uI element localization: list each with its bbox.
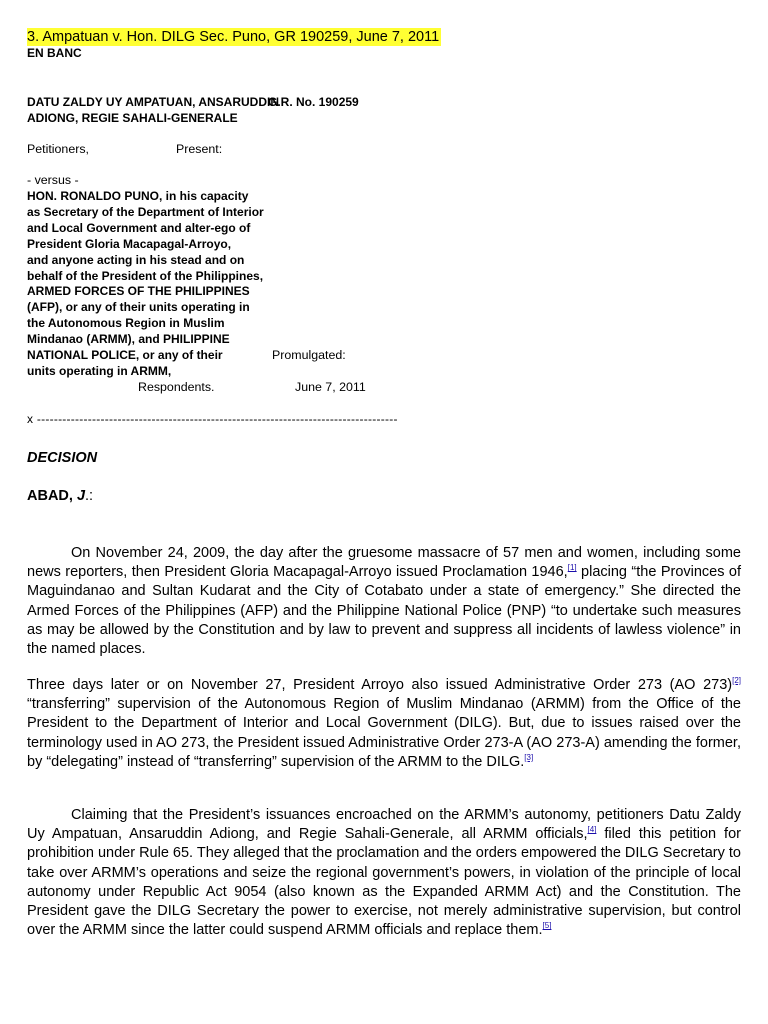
petitioners-label: Petitioners, [27,142,89,156]
ponente-tail: .: [85,488,94,504]
ponente [27,488,93,504]
footnote-link-5[interactable]: [5] [542,921,552,931]
ponente-name: ABAD, [27,488,73,504]
respondent-line: behalf of the President of the Philippines, [27,269,264,283]
separator-line: x ------------------------------------------------------------------------------------- [27,412,398,426]
case-title: 3. Ampatuan v. Hon. DILG Sec. Puno, GR 190259, June 7, 2011 [27,29,440,45]
respondent-line: units operating in ARMM, [27,364,172,378]
paragraph-1-text-a: On November 24, 2009, the day after the gruesome massacre of 57 men and women, including some news reporters, then President Gloria Macapagal-Arroyo issued Proclamation 1946, [27,545,741,581]
paragraph-3-text-a: Claiming that the President’s issuances encroached on the ARMM’s autonomy, petitioners Datu Zaldy Uy Ampatuan, Ansaruddin Adiong, and Regie Sahali-Generale, all ARMM officials, [27,807,741,843]
court-division: EN BANC [27,46,82,60]
gr-number: G.R. No. 190259 [268,95,359,109]
paragraph-3-text-b: filed this petition for prohibition under Rule 65. They alleged that the proclamation and the orders empowered the DILG Secretary to take over ARMM’s operations and seize the regional government’s powers, in violation of the principle of local autonomy under Republic Act 9054 (also known as the Expanded ARMM Act) and the Constitution. The President gave the DILG Secretary the power to exercise, not merely administrative supervision, but control over the ARMM since the latter could suspend ARMM officials and replace them. [27,826,741,939]
respondent-line: ARMED FORCES OF THE PHILIPPINES [27,284,250,298]
respondents-label: Respondents. [138,380,215,394]
present-label: Present: [176,142,223,156]
petitioners-names: DATU ZALDY UY AMPATUAN, ANSARUDDIN ADIONG, REGIE SAHALI-GENERALE [27,95,279,125]
respondent-line: NATIONAL POLICE, or any of their [27,348,223,362]
footnote-link-2[interactable]: [2] [732,676,741,685]
paragraph-1-text-b: placing “the Provinces of Maguindanao and Sultan Kudarat and the City of Cotabato under a state of emergency.” She directed the Armed Forces of the Philippines (AFP) and the Philippine National Police (PNP) “to undertake such measures as may be allowed by the Constitution and by law to prevent and suppress all incidents of lawless violence” in the named places. [27,564,741,658]
respondent-line: (AFP), or any of their units operating in [27,300,250,314]
respondent-line: HON. RONALDO PUNO, in his capacity [27,189,249,203]
respondent-line: and anyone acting in his stead and on [27,253,245,267]
respondent-line: President Gloria Macapagal-Arroyo, [27,237,232,251]
versus-label: - versus - [27,173,79,187]
respondent-line: the Autonomous Region in Muslim [27,316,225,330]
paragraph-1 [27,544,741,659]
paragraph-2-text-a: Three days later or on November 27, President Arroyo also issued Administrative Order 273 (AO 273) [27,677,733,693]
paragraph-3 [27,806,741,940]
respondent-line: Mindanao (ARMM), and PHILIPPINE [27,332,230,346]
paragraph-2 [27,676,741,772]
promulgated-label: Promulgated: [272,348,346,362]
footnote-link-4[interactable]: [4] [587,825,597,835]
promulgated-date: June 7, 2011 [295,380,366,394]
respondent-line: as Secretary of the Department of Interior [27,205,264,219]
footnote-link-3[interactable]: [3] [524,752,534,762]
footnote-link-1[interactable]: [1] [567,563,577,573]
ponente-title: J [76,488,86,504]
paragraph-2-text-b: “transferring” supervision of the Autonomous Region of Muslim Mindanao (ARMM) from the Office of the President to the Department of Interior and Local Government (DILG). But, due to issues raised over the terminology used in AO 273, the President issued Administrative Order 273-A (AO 273-A) amending the former, by “delegating” instead of “transferring” supervision of the ARMM to the DILG. [27,696,741,770]
decision-heading: DECISION [27,450,98,466]
respondent-line: and Local Government and alter-ego of [27,221,251,235]
